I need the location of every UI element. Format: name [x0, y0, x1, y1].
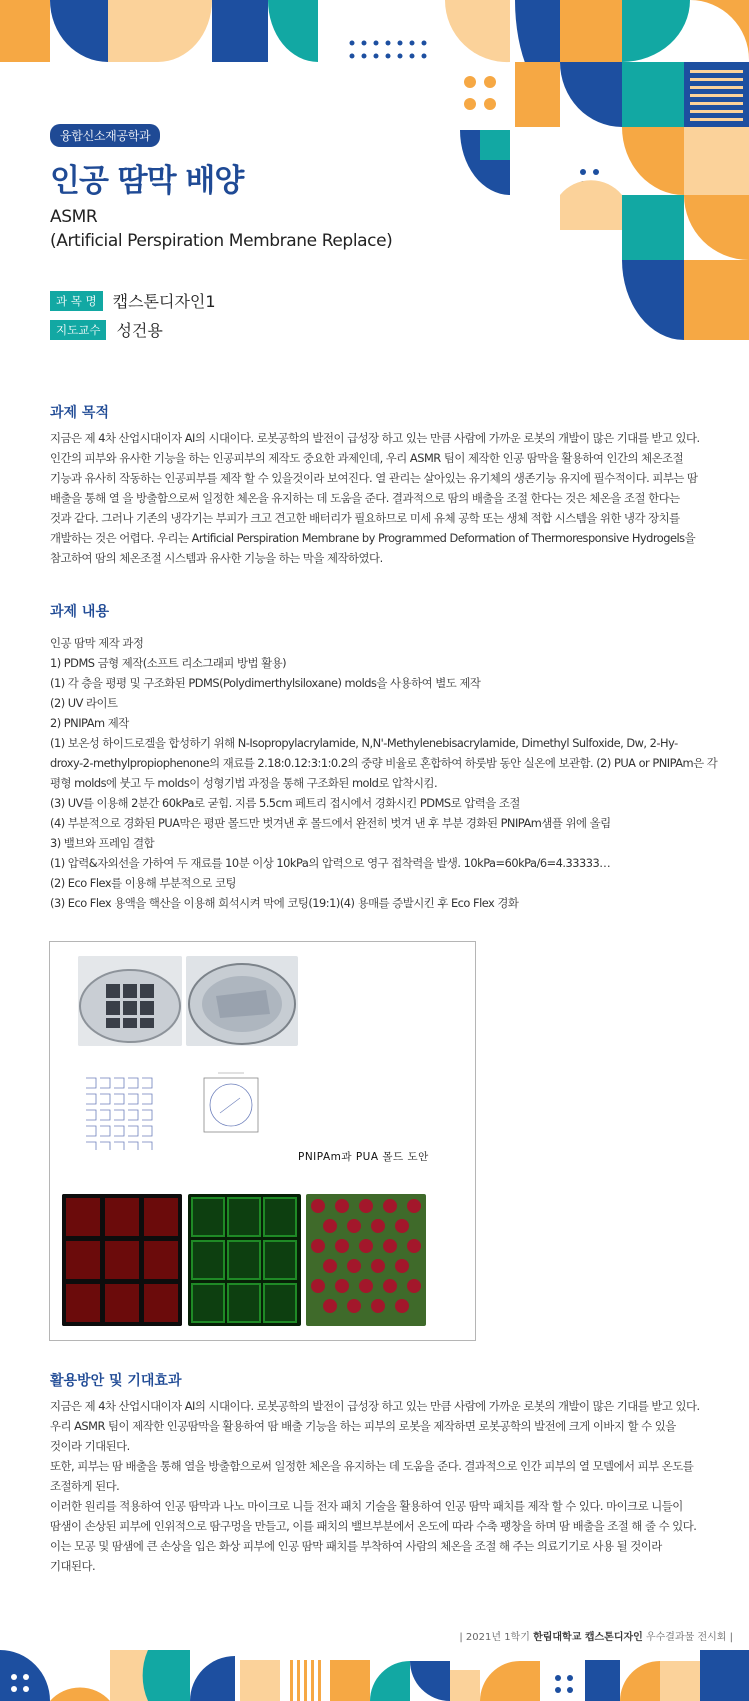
credit-school: 한림대학교 캡스톤디자인: [533, 1632, 643, 1643]
purpose-heading: 과제 목적: [50, 405, 109, 421]
advisor-value: 성건용: [116, 321, 163, 340]
green-mold-image: [188, 1194, 301, 1326]
page-title: 인공 땀막 배양: [50, 163, 244, 199]
department-badge: 융합신소재공학과: [50, 124, 160, 147]
petri-dish-photo-1: [78, 956, 182, 1046]
purpose-text: 지금은 제 4차 산업시대이자 AI의 시대이다. 로봇공학의 발전이 급성장 하고 있는 만큼 사람에 가까운 로봇의 개발이 많은 기대를 받고 있다. 인간의 피부와 유사한 기능을 하는 인공피부의 제작도 중요한 과제인데, 우리 ASMR 팀이 제작한 인공 땀막을 활용하여 인간의 체온조절 기능과 유사히 작동하는 인공피부를 제작 할 수 있을것이라 보여진다. 열 관리는 살아있는 유기체의 생존기능 유지에 필수적이다. 피부는 땀 배출을 통해 열 을 방출함으로써 일정한 체온을 유지하는 데 도움을 준다. 결과적으로 땀의 배출을 조절 한다는 것은 체온을 조절 한다는 것과 같다. 그러나 기존의 냉각기는 부피가 크고 견고한 배터리가 필요하므로 미세 유체 공학 또는 생체 적합 시스템을 위한 냉각 장치를 개발하는 것은 어렵다. 우리는 Artificial Perspiration Membrane by Programmed Deformation of Thermoresponsive Hydrogels을 참고하여 땀의 체온조절 시스템과 유사한 기능을 하는 막을 제작하였다.: [50, 431, 700, 565]
credit-suffix: 우수결과물 전시회 |: [642, 1632, 733, 1643]
effects-text: 지금은 제 4차 산업시대이자 AI의 시대이다. 로봇공학의 발전이 급성장 하고 있는 만큼 사람에 가까운 로봇의 개발이 많은 기대를 받고 있다. 우리 ASMR 팀이 제작한 인공땀막을 활용하여 땀 배출 기능을 하는 피부의 로봇을 제작하면 로봇공학의 발전에 크게 이바지 할 수 있을 것이라 기대된다. 또한, 피부는 땀 배출을 통해 열을 방출함으로써 일정한 체온을 유지하는 데 도움을 준다. 결과적으로 인간 피부의 열 모델에서 피부 온도를 조절하게 된다. 이러한 원리를 적용하여 인공 땀막과 나노 마이크로 니들 전자 패치 기술을 활용하여 인공 땀막 패치를 제작 할 수 있다. 마이크로 니들이 땀샘이 손상된 피부에 인위적으로 땀구멍을 만들고, 이를 패치의 밸브부분에서 온도에 따라 수축 팽창을 하며 땀 배출을 조절 해 줄 수 있다. 이는 모공 및 땀샘에 큰 손상을 입은 화상 피부에 인공 땀막 패치를 부착하여 사람의 체온을 조절 해 주는 의료기기로 사용 될 것이라 기대된다.: [50, 1399, 700, 1573]
course-value: 캡스톤디자인1: [112, 292, 216, 311]
course-row: [50, 289, 216, 312]
footer-decoration: [0, 1650, 749, 1701]
credit-prefix: | 2021년 1학기: [459, 1632, 534, 1643]
content-heading: 과제 내용: [50, 604, 109, 620]
process-figure: [49, 941, 476, 1341]
exhibition-credit: [459, 1628, 733, 1643]
course-label: 과 목 명: [50, 291, 103, 311]
effects-heading: 활용방안 및 기대효과: [50, 1373, 182, 1389]
pattern-overlay-image: [306, 1194, 426, 1326]
content-text: 인공 땀막 제작 과정 1) PDMS 금형 제작(소프트 리소그래피 방법 활용) (1) 각 층을 평평 및 구조화된 PDMS(Polydimerthylsiloxane) molds을 사용하여 별도 제작 (2) UV 라이트 2) PNIPAm 제작 (1) 보온성 하이드로겔을 합성하기 위해 N-Isopropylacrylamide, N,N'-Methylenebisacrylamide, Dimethyl Sulfoxide, Dw, 2-Hy- droxy-2-methylpropiophenone의 재료를 2.18:0.12:3:1:0.2의 중량 비율로 혼합하여 하룻밤 동안 실온에 보관함. (2) PUA or PNIPAm은 각 평형 molds에 붓고 두 molds이 성형기법 과정을 통해 구조화된 mold로 압착시킴. (3) UV를 이용해 2분간 60kPa로 굳힘. 지름 5.5cm 페트리 접시에서 경화시킨 PDMS로 압력을 조절 (4) 부분적으로 경화된 PUA막은 평판 몰드만 벗겨낸 후 몰드에서 완전히 벗겨 낸 후 부분 경화된 PNIPAm샘플 위에 올림 3) 밸브와 프레임 결합 (1) 압력&자외선을 가하여 두 재료를 10분 이상 10kPa의 압력으로 영구 접착력을 발생. 10kPa=60kPa/6=4.33333… (2) Eco Flex를 이용해 부분적으로 코팅 (3) Eco Flex 용액을 핵산을 이용해 희석시켜 막에 코팅(19:1)(4) 용매를 증발시킨 후 Eco Flex 경화: [50, 636, 718, 910]
project-subtitle: [50, 205, 392, 253]
mold-drawing-pattern: [80, 1068, 160, 1153]
figure-caption: PNIPAm과 PUA 몰드 도안: [298, 1151, 429, 1163]
advisor-row: [50, 318, 163, 341]
subtitle-full-name: (Artificial Perspiration Membrane Replace): [50, 231, 393, 251]
red-mold-image: [62, 1194, 182, 1326]
mold-drawing-circle: [198, 1068, 264, 1138]
advisor-label: 지도교수: [50, 320, 106, 340]
petri-dish-photo-2: [186, 956, 298, 1046]
subtitle-acronym: ASMR: [50, 207, 98, 227]
